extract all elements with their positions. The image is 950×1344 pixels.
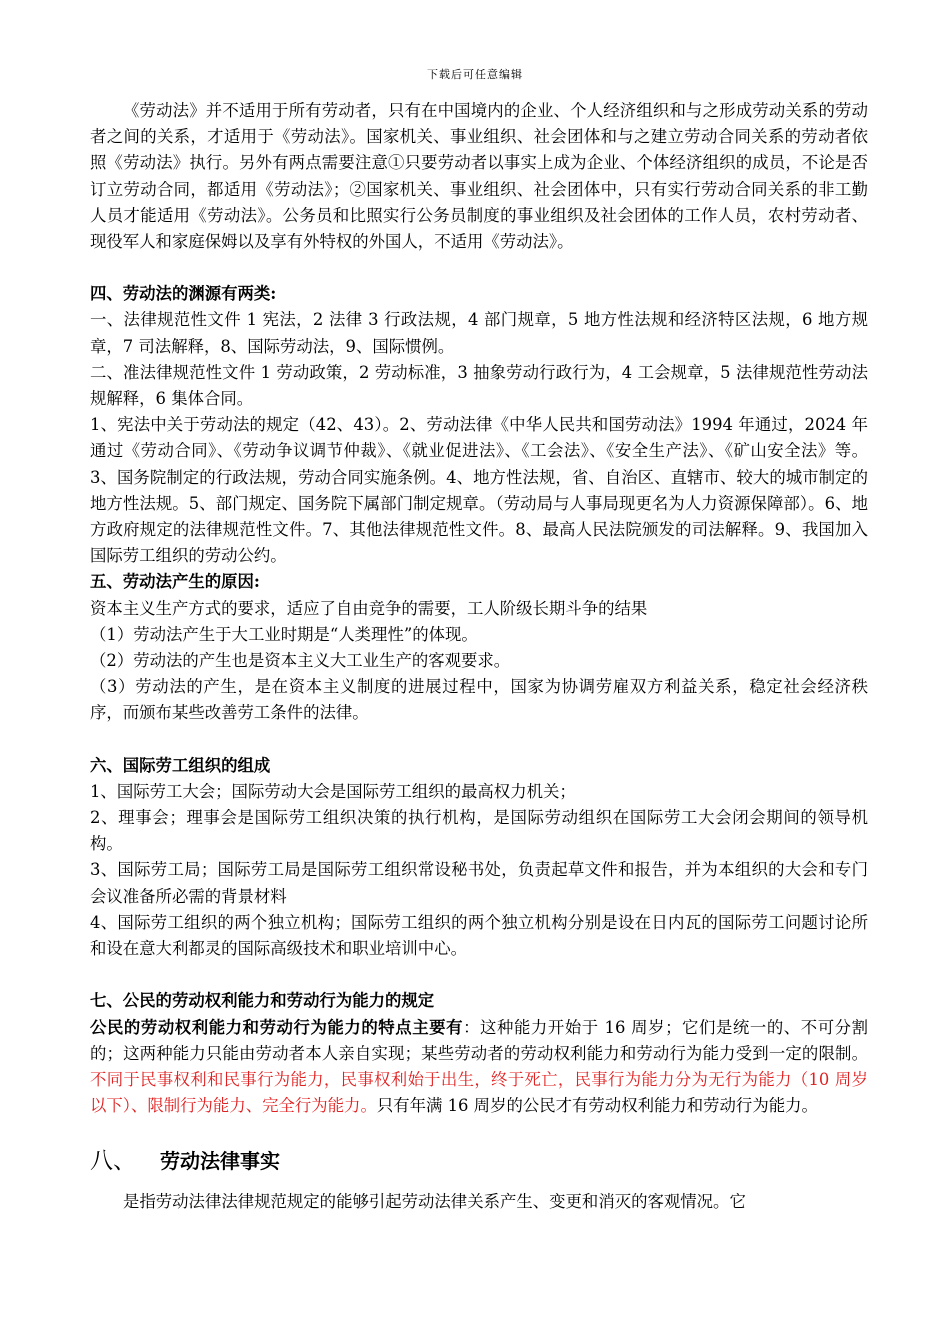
- section-6-heading: 六、国际劳工组织的组成: [90, 755, 271, 775]
- section-7-bold-lead: 公民的劳动权利能力和劳动行为能力的特点主要有: [90, 1017, 464, 1037]
- document-body: [90, 98, 868, 1216]
- section-8-heading: [90, 1147, 868, 1175]
- page-header: 下载后可任意编辑: [427, 68, 523, 81]
- section-4-paragraph-2: 二、准法律规范性文件 1 劳动政策，2 劳动标准，3 抽象劳动行政行为，4 工会规章，5 法律规范性劳动法规解释，6 集体合同。: [90, 362, 868, 409]
- section-8-paragraph-1: 是指劳动法律法律规范规定的能够引起劳动法律关系产生、变更和消灭的客观情况。它: [123, 1192, 746, 1212]
- section-4-paragraph-3: 1、宪法中关于劳动法的规定（42、43）。2、劳动法律《中华人民共和国劳动法》1994 年通过，2024 年通过《劳动合同》、《劳动争议调节仲裁》、《就业促进法》、《工会法》、《安全生产法》、《矿山安全法》等。3、国务院制定的行政法规，劳动合同实施条例。4、地方性法规，省、自治区、直辖市、较大的城市制定的地方性法规。5、部门规定、国务院下属部门制定规章。（劳动局与人事局现更名为人力资源保障部）。6、地方政府规定的法律规范性文件。7、其他法律规范性文件。8、最高人民法院颁发的司法解释。9、我国加入国际劳工组织的劳动公约。: [90, 415, 868, 566]
- section-7-paragraph: [90, 1015, 868, 1120]
- section-5-paragraph-1: 资本主义生产方式的要求，适应了自由竞争的需要，工人阶级长期斗争的结果: [90, 598, 648, 618]
- section-7-text-2: 只有年满 16 周岁的公民才有劳动权利能力和劳动行为能力。: [376, 1096, 818, 1116]
- section-5-paragraph-4: （3）劳动法的产生，是在资本主义制度的进展过程中，国家为协调劳雇双方利益关系，稳定社会经济秩序，而颁布某些改善劳工条件的法律。: [90, 677, 868, 723]
- section-6-item: 1、国际劳工大会；国际劳动大会是国际劳工组织的最高权力机关；: [90, 781, 576, 801]
- section-7-red-text: 不同于民事权利和民事行为能力，民事权利始于出生，终于死亡，民事行为能力分为无行为能力（10 周岁以下）、限制行为能力、完全行为能力。: [90, 1069, 868, 1116]
- section-7-text-1: ：这种能力开始于 16 周岁；它们是统一的、不可分割的；这两种能力只能由劳动者本人亲自实现；某些劳动者的劳动权利能力和劳动行为能力受到一定的限制。: [90, 1017, 868, 1063]
- section-8-title: 劳动法律事实: [160, 1149, 280, 1174]
- section-8-number: 八、: [90, 1148, 136, 1175]
- section-6-item: 2、理事会；理事会是国际劳工组织决策的执行机构，是国际劳动组织在国际劳工大会闭会期间的领导机构。: [90, 808, 868, 854]
- section-5-heading: 五、劳动法产生的原因:: [90, 572, 260, 592]
- section-7-heading: 七、公民的劳动权利能力和劳动行为能力的规定: [90, 991, 435, 1011]
- section-5-paragraph-2: （1）劳动法产生于大工业时期是“人类理性”的体现。: [90, 624, 478, 644]
- section-5-paragraph-3: （2）劳动法的产生也是资本主义大工业生产的客观要求。: [90, 651, 511, 671]
- intro-paragraph: 《劳动法》并不适用于所有劳动者，只有在中国境内的企业、个人经济组织和与之形成劳动关系的劳动者之间的关系，才适用于《劳动法》。国家机关、事业组织、社会团体和与之建立劳动合同关系的劳动者依照《劳动法》执行。另外有两点需要注意①只要劳动者以事实上成为企业、个体经济组织的成员，不论是否订立劳动合同，都适用《劳动法》；②国家机关、事业组织、社会团体中，只有实行劳动合同关系的非工勤人员才能适用《劳动法》。公务员和比照实行公务员制度的事业组织及社会团体的工作人员，农村劳动者、现役军人和家庭保姆以及享有外特权的外国人，不适用《劳动法》。: [90, 101, 868, 252]
- section-6-item: 3、国际劳工局；国际劳工局是国际劳工组织常设秘书处，负责起草文件和报告，并为本组织的大会和专门会议准备所必需的背景材料: [90, 860, 868, 906]
- section-6-item: 4、国际劳工组织的两个独立机构；国际劳工组织的两个独立机构分别是设在日内瓦的国际劳工问题讨论所和设在意大利都灵的国际高级技术和职业培训中心。: [90, 912, 868, 959]
- section-4-paragraph-1: 一、法律规范性文件 1 宪法，2 法律 3 行政法规，4 部门规章，5 地方性法规和经济特区法规，6 地方规章，7 司法解释，8、国际劳动法，9、国际惯例。: [90, 310, 868, 356]
- section-4-heading: 四、劳动法的渊源有两类:: [90, 284, 277, 304]
